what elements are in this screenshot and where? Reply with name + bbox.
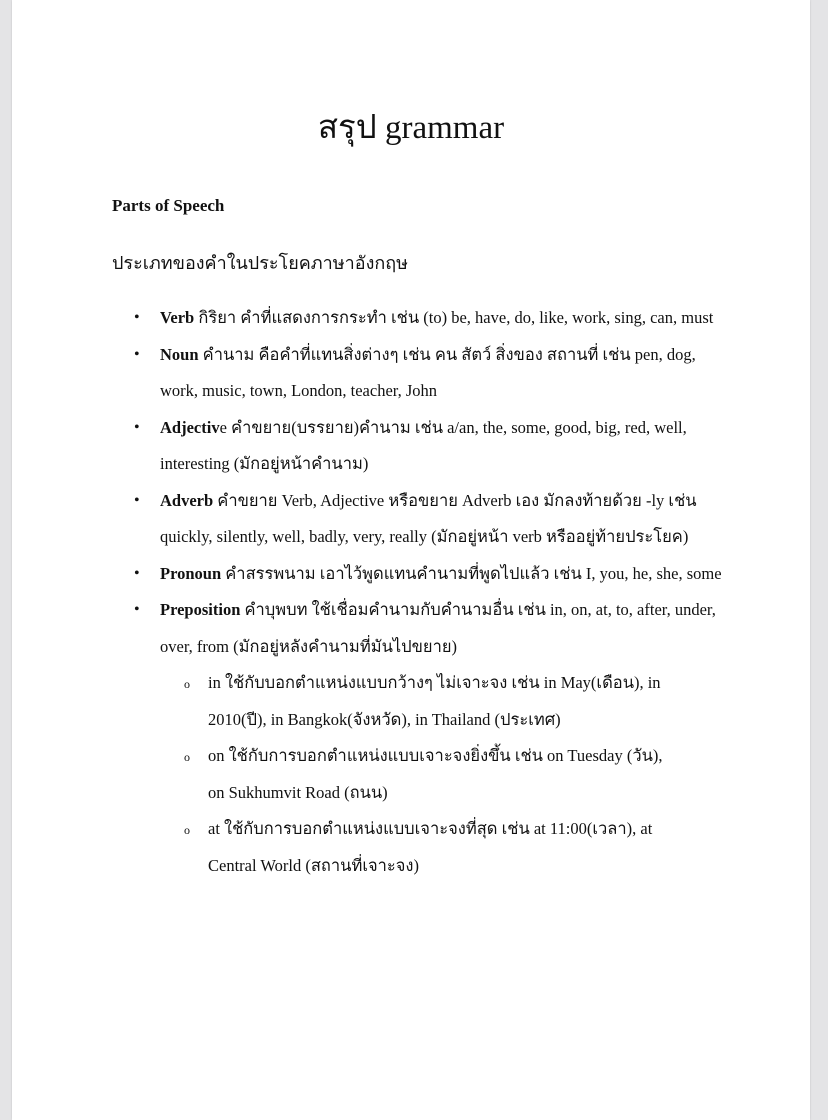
parts-of-speech-list <box>112 300 732 884</box>
section-subtitle: ประเภทของคำในประโยคภาษาอังกฤษ <box>112 253 409 273</box>
preposition-sub-list <box>160 665 670 884</box>
document-title: สรุป grammar <box>317 110 505 146</box>
list-item-pronoun <box>112 556 732 593</box>
term-adjective: Adjectiv <box>160 417 220 437</box>
term-adjective-suffix: e <box>219 417 227 437</box>
term-adverb: Adverb <box>160 490 214 510</box>
description-preposition: คำบุพบท ใช้เชื่อมคำนามกับคำนามอื่น เช่น in, on, at, to, after, under, over, from (มักอยู่หลังคำนามที่มันไปขยาย) <box>160 600 716 656</box>
term-pronoun: Pronoun <box>160 563 222 583</box>
list-item-adjective <box>112 410 732 483</box>
term-verb: Verb <box>160 308 195 327</box>
description-adjective: คำขยาย(บรรยาย)คำนาม เช่น a/an, the, some, good, big, red, well, interesting (มักอยู่หน้าคำนาม) <box>160 417 687 473</box>
list-item-verb <box>112 300 732 337</box>
document-page <box>12 0 810 1120</box>
sub-item-at: o at ใช้กับการบอกตำแหน่งแบบเจาะจงที่สุด เช่น at 11:00(เวลา), at Central World (สถานที่เจาะจง) <box>160 811 670 884</box>
description-adverb: คำขยาย Verb, Adjective หรือขยาย Adverb เอง มักลงท้ายด้วย -ly เช่น quickly, silently, well, badly, very, really (มักอยู่หน้า verb หรืออยู่ท้ายประโยค) <box>160 490 697 546</box>
section-heading: Parts of Speech <box>112 196 225 215</box>
list-item-preposition <box>112 592 732 884</box>
list-item-adverb <box>112 483 732 556</box>
description-noun: คำนาม คือคำที่แทนสิ่งต่างๆ เช่น คน สัตว์ สิ่งของ สถานที่ เช่น pen, dog, work, music, town, London, teacher, John <box>160 344 696 400</box>
sub-item-in: o in ใช้กับบอกตำแหน่งแบบกว้างๆ ไม่เจาะจง เช่น in May(เดือน), in 2010(ปี), in Bangkok(จังหวัด), in Thailand (ประเทศ) <box>160 665 670 738</box>
term-noun: Noun <box>160 344 199 364</box>
term-preposition: Preposition <box>160 600 241 619</box>
sub-item-on: o on ใช้กับการบอกตำแหน่งแบบเจาะจงยิ่งขึ้น เช่น on Tuesday (วัน), on Sukhumvit Road (ถนน) <box>160 738 670 811</box>
description-pronoun: คำสรรพนาม เอาไว้พูดแทนคำนามที่พูดไปแล้ว เช่น I, you, he, she, some <box>221 563 722 583</box>
description-verb: กิริยา คำที่แสดงการกระทำ เช่น (to) be, have, do, like, work, sing, can, must <box>194 308 714 327</box>
list-item-noun <box>112 337 732 410</box>
